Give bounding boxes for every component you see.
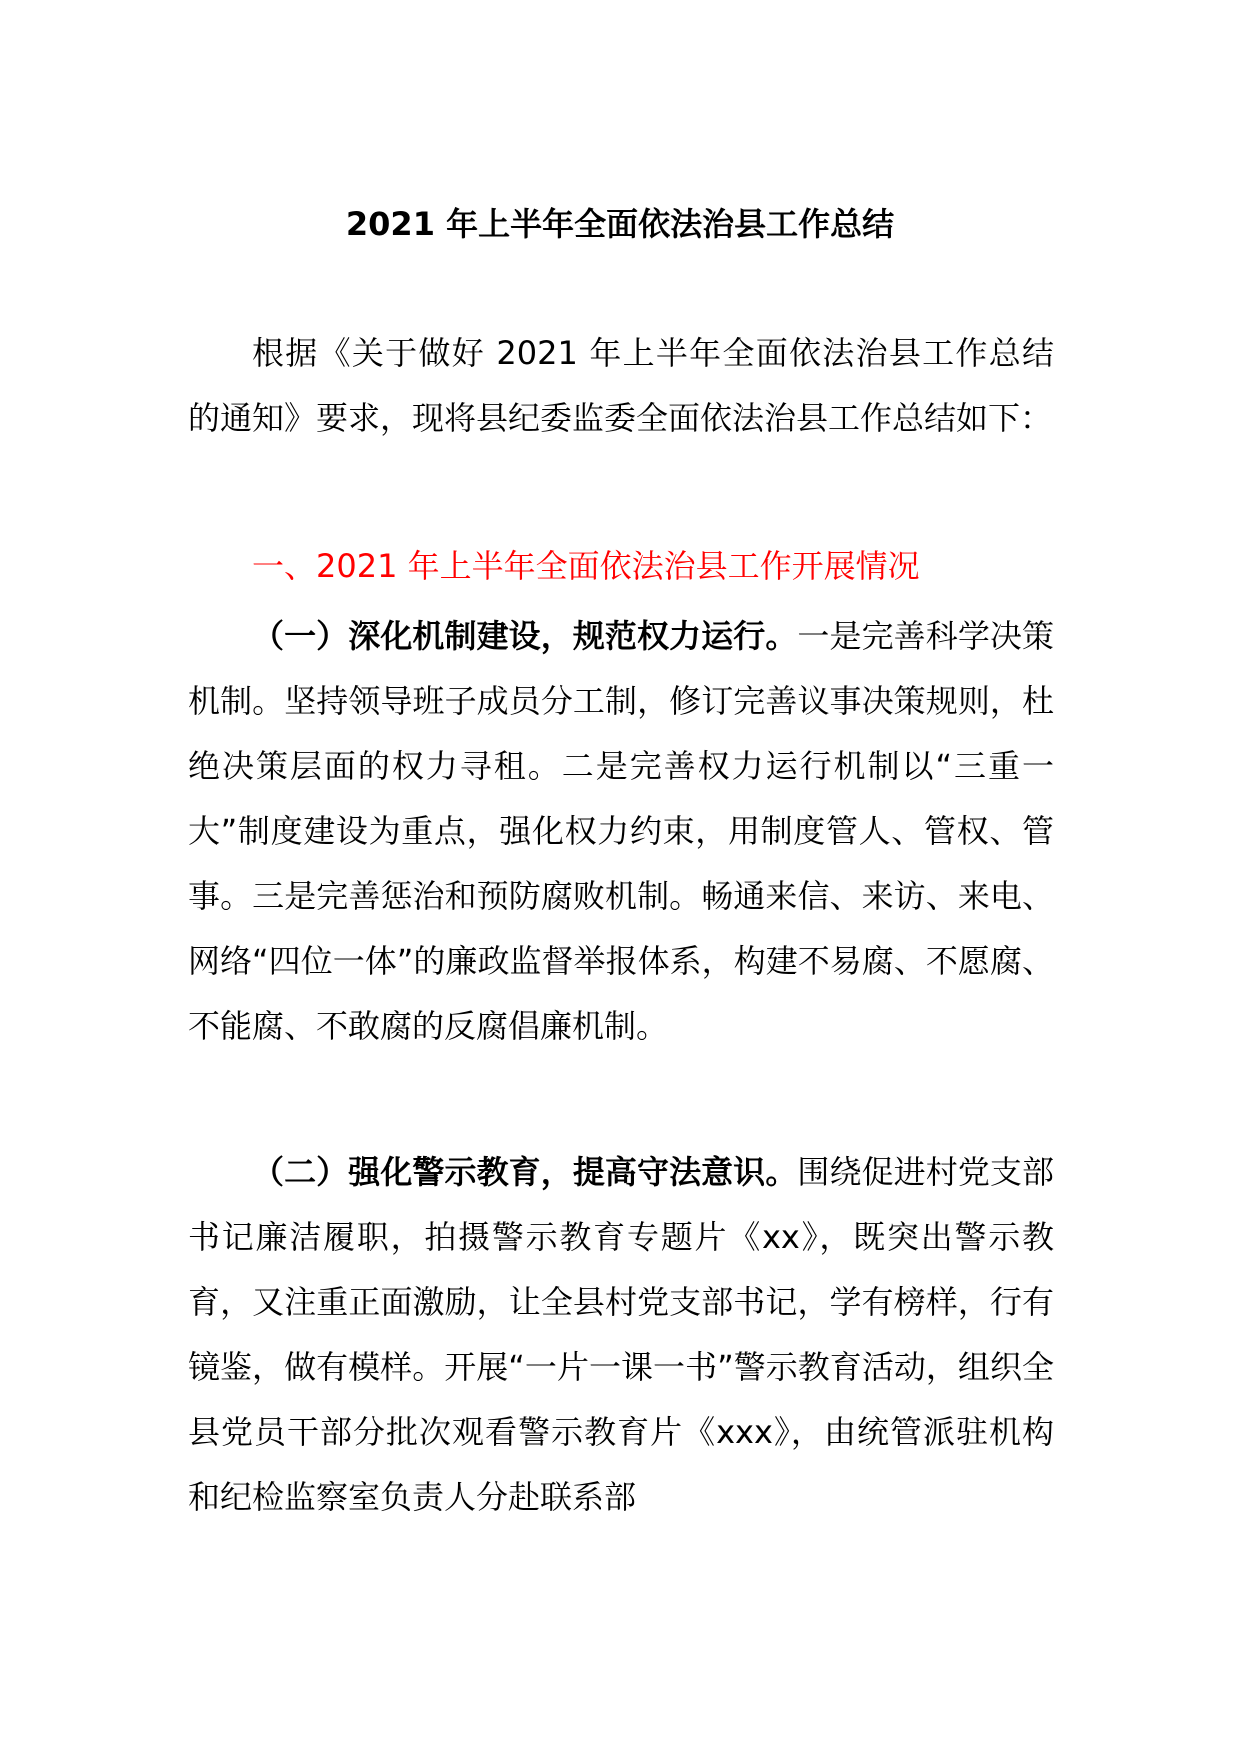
intro-paragraph: 根据《关于做好 2021 年上半年全面依法治县工作总结的通知》要求，现将县纪委监委全面依法治县工作总结如下： bbox=[188, 334, 1054, 437]
subsection-2-text: 围绕促进村党支部书记廉洁履职，拍摄警示教育专题片《xx》，既突出警示教育，又注重正面激励，让全县村党支部书记，学有榜样，行有镜鉴，做有模样。开展“一片一课一书”警示教育活动，组织全县党员干部分批次观看警示教育片《xxx》，由统管派驻机构和纪检监察室负责人分赴联系部 bbox=[188, 1153, 1054, 1516]
subsection-1-text: 一是完善科学决策机制。坚持领导班子成员分工制，修订完善议事决策规则，杜绝决策层面的权力寻租。二是完善权力运行机制以“三重一大”制度建设为重点，强化权力约束，用制度管人、管权、管事。三是完善惩治和预防腐败机制。畅通来信、来访、来电、网络“四位一体”的廉政监督举报体系，构建不易腐、不愿腐、不能腐、不敢腐的反腐倡廉机制。 bbox=[188, 617, 1054, 1045]
document-title: 2021 年上半年全面依法治县工作总结 bbox=[345, 205, 895, 243]
section-1-heading: 一、2021 年上半年全面依法治县工作开展情况 bbox=[252, 547, 920, 585]
subsection-1-heading: （一）深化机制建设，规范权力运行。 bbox=[252, 617, 798, 655]
subsection-2-heading: （二）强化警示教育，提高守法意识。 bbox=[252, 1153, 798, 1191]
subsection-1-paragraph bbox=[188, 604, 1054, 1059]
subsection-2-paragraph bbox=[188, 1140, 1054, 1530]
